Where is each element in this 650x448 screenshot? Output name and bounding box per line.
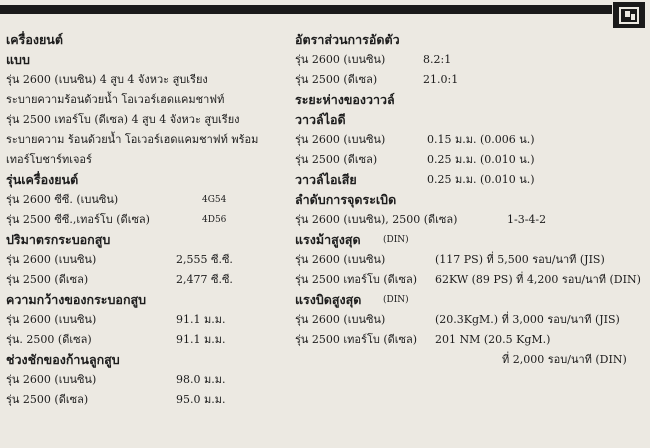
spec-label: รุ่น 2600 (เบนซิน) (6, 313, 97, 326)
spec-row (295, 130, 645, 150)
spec-label: รุ่น 2600 (เบนซิน) (295, 313, 386, 326)
torque-heading: แรงบิดสูงสุด (295, 292, 362, 307)
spec-row (295, 290, 645, 310)
spec-value: 0.25 ม.ม. (0.010 น.) (427, 153, 535, 166)
spec-label: รุ่น 2500 เทอร์โบ (ดีเซล) (295, 273, 418, 286)
spec-label: รุ่น 2500 (ดีเซล) (6, 393, 89, 406)
spec-value: 91.1 ม.ม. (176, 313, 226, 326)
spec-label: รุ่น 2600 (เบนซิน) (6, 373, 97, 386)
spec-value: 21.0:1 (423, 73, 459, 86)
bore-heading: ความกว้างของกระบอกสูบ (6, 292, 147, 307)
header-bar (0, 5, 612, 14)
spec-label: รุ่น 2500 (ดีเซล) (295, 153, 378, 166)
spec-value: 91.1 ม.ม. (176, 333, 226, 346)
spec-label: รุ่น 2600 (เบนซิน) (295, 253, 386, 266)
hp-unit: (DIN) (383, 235, 409, 245)
spec-label: รุ่น 2500 (ดีเซล) (6, 273, 89, 286)
firing-heading: ลำดับการจุดระเบิด (295, 192, 397, 207)
type-line: เทอร์โบชาร์ทเจอร์ (6, 153, 92, 166)
spec-row (295, 70, 645, 90)
hp-heading: แรงม้าสูงสุด (295, 232, 361, 247)
spec-label: รุ่น 2600 (เบนซิน), 2500 (ดีเซล) (295, 213, 458, 226)
spec-value: 62KW (89 PS) ที่ 4,200 รอบ/นาที (DIN) (435, 273, 641, 286)
type-heading: แบบ (6, 52, 30, 67)
spec-row (6, 190, 288, 210)
spec-row (6, 310, 288, 330)
spec-row (6, 250, 288, 270)
type-line: ระบายความร้อนด้วยน้ำ โอเวอร์เฮดแคมชาฟท์ (6, 93, 225, 106)
spec-row (295, 150, 645, 170)
spec-row (6, 210, 288, 230)
spec-row (6, 270, 288, 290)
spec-label: รุ่น 2500 (ดีเซล) (295, 73, 378, 86)
type-description (6, 70, 288, 170)
spec-label: รุ่น 2600 ซีซี. (เบนซิน) (6, 193, 119, 206)
left-column (6, 30, 288, 410)
spec-value: ที่ 2,000 รอบ/นาที (DIN) (502, 353, 627, 366)
spec-label: รุ่น 2500 ซีซี.,เทอร์โบ (ดีเซล) (6, 213, 150, 226)
spec-value: 98.0 ม.ม. (176, 373, 226, 386)
spec-row (295, 310, 645, 330)
spec-row (295, 230, 645, 250)
compression-heading: อัตราส่วนการอัดตัว (295, 32, 400, 47)
spec-value: (117 PS) ที่ 5,500 รอบ/นาที (JIS) (435, 253, 605, 266)
type-line: รุ่น 2500 เทอร์โบ (ดีเซล) 4 สูบ 4 จังหวะ สูบเรียง (6, 113, 240, 126)
spec-label: รุ่น 2600 (เบนซิน) (295, 133, 386, 146)
spec-value: 95.0 ม.ม. (176, 393, 226, 406)
spec-row (295, 170, 645, 190)
spec-row (295, 250, 645, 270)
stroke-heading: ช่วงชักของก้านลูกสูบ (6, 352, 120, 367)
spec-label: รุ่น 2600 (เบนซิน) (6, 253, 97, 266)
spec-row (6, 390, 288, 410)
clearance-heading: ระยะห่างของวาวล์ (295, 92, 395, 107)
intake-heading: วาวล์ไอดี (295, 112, 346, 127)
engine-tab-icon (613, 2, 645, 28)
spec-row (295, 350, 645, 370)
spec-value: 1-3-4-2 (507, 213, 547, 226)
spec-row (295, 210, 645, 230)
spec-label: รุ่น 2500 เทอร์โบ (ดีเซล) (295, 333, 418, 346)
spec-value: 2,555 ซี.ซี. (176, 253, 233, 266)
spec-value: 201 NM (20.5 KgM.) (435, 333, 551, 346)
spec-value: 4G54 (202, 195, 227, 205)
model-heading: รุ่นเครื่องยนต์ (6, 172, 79, 187)
engine-heading: เครื่องยนต์ (6, 32, 63, 47)
spec-value: 0.15 ม.ม. (0.006 น.) (427, 133, 535, 146)
exhaust-heading: วาวล์ไอเสีย (295, 172, 357, 187)
spec-row (295, 270, 645, 290)
type-line: ระบายความ ร้อนด้วยน้ำ โอเวอร์เฮดแคมชาฟท์ พร้อม (6, 133, 259, 146)
spec-value: (20.3KgM.) ที่ 3,000 รอบ/นาที (JIS) (435, 313, 620, 326)
spec-label: รุ่น 2600 (เบนซิน) (295, 53, 386, 66)
spec-row (295, 50, 645, 70)
type-line: รุ่น 2600 (เบนซิน) 4 สูบ 4 จังหวะ สูบเรียง (6, 73, 208, 86)
spec-value: 2,477 ซี.ซี. (176, 273, 233, 286)
spec-value: 0.25 ม.ม. (0.010 น.) (427, 173, 535, 186)
spec-value: 8.2:1 (423, 53, 452, 66)
spec-row (295, 330, 645, 350)
displacement-heading: ปริมาตรกระบอกสูบ (6, 232, 111, 247)
spec-value: 4D56 (202, 215, 227, 225)
spec-label: รุ่น. 2500 (ดีเซล) (6, 333, 92, 346)
torque-unit: (DIN) (383, 295, 409, 305)
right-column (295, 30, 645, 370)
spec-row (6, 330, 288, 350)
spec-row (6, 370, 288, 390)
